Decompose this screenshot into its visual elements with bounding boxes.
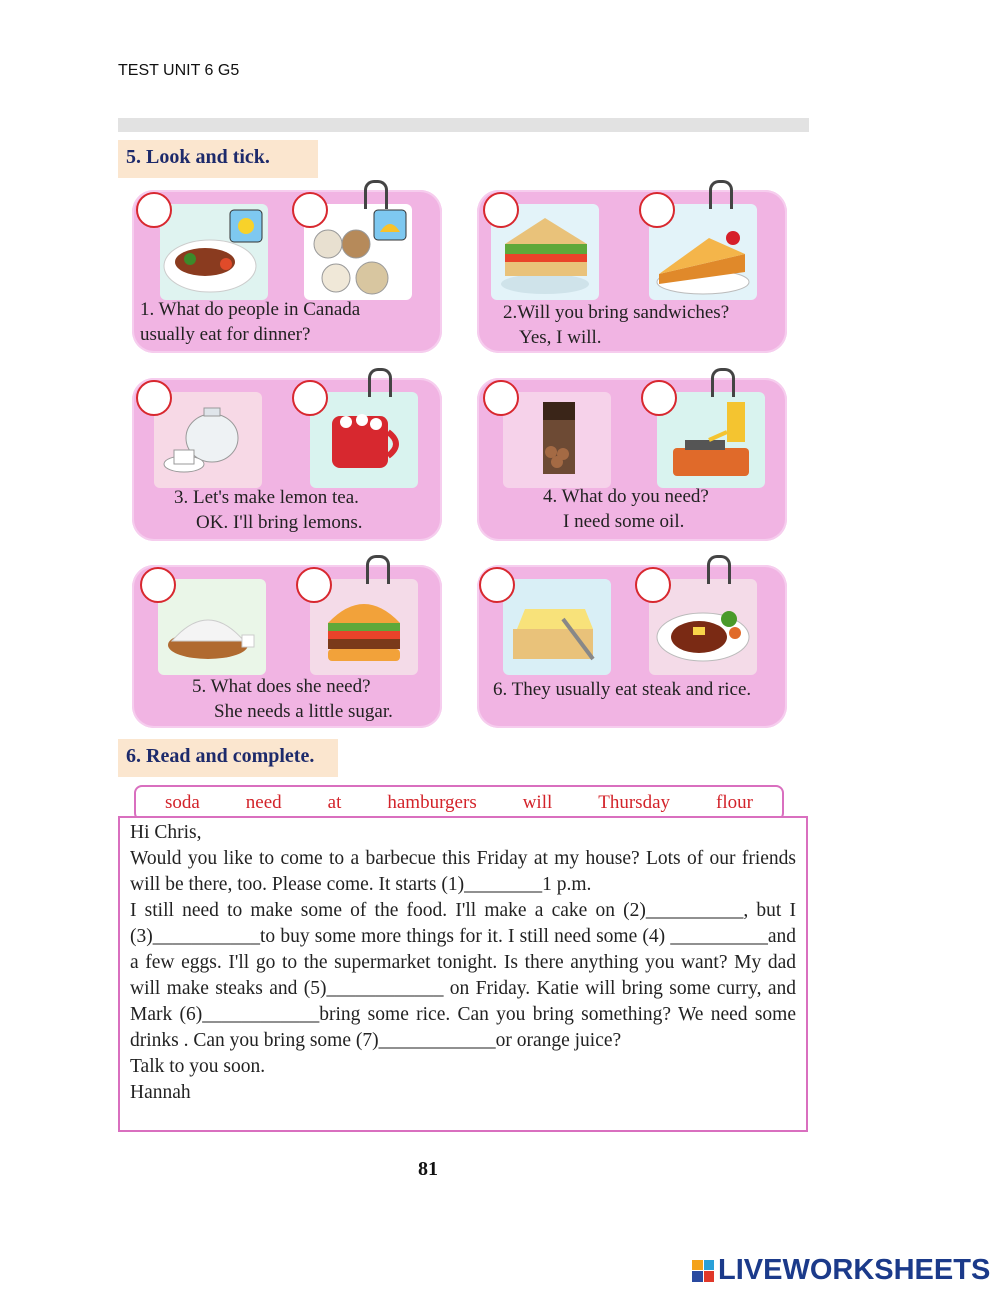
tick-circle-3b[interactable] — [292, 380, 328, 416]
hanger-icon — [711, 368, 735, 397]
letter-paragraph-2: I still need to make some of the food. I'll make a cake on (2)__________, but I (3)___________to buy some more things for it. I still need some (4) __________and a few eggs. I'll go to the supermarket tonight. Is there anything you want? My dad will make steaks and (5)____________ on Friday. Katie will bring some curry, and Mark (6)____________bring some rice. Can you bring something? We need some drinks . Can you bring some (7)____________or orange juice? — [130, 900, 796, 1051]
liveworksheets-logo-icon — [692, 1260, 714, 1282]
card-4-caption: 4. What do you need? I need some oil. — [543, 486, 709, 532]
tick-circle-2a[interactable] — [483, 192, 519, 228]
food-image-1a — [160, 204, 268, 300]
tick-circle-5a[interactable] — [140, 567, 176, 603]
section-5-title: 5. Look and tick. — [118, 140, 318, 178]
hanger-icon — [707, 555, 731, 584]
page-title: TEST UNIT 6 G5 — [118, 62, 240, 79]
card-2-caption: 2.Will you bring sandwiches? Yes, I will. — [503, 302, 730, 348]
card-6-caption: 6. They usually eat steak and rice. — [493, 679, 752, 700]
tick-circle-6a[interactable] — [479, 567, 515, 603]
food-image-4a — [503, 392, 611, 488]
card-2 — [477, 190, 787, 353]
food-image-3b — [310, 392, 418, 488]
hanger-icon — [709, 180, 733, 209]
tick-circle-3a[interactable] — [136, 380, 172, 416]
tick-circle-4a[interactable] — [483, 380, 519, 416]
top-divider — [118, 118, 809, 132]
tick-circle-5b[interactable] — [296, 567, 332, 603]
card-1 — [132, 190, 442, 353]
letter-closing: Talk to you soon. — [130, 1056, 266, 1077]
word-bank-item[interactable]: will — [522, 792, 553, 813]
tick-circle-1b[interactable] — [292, 192, 328, 228]
card-5-caption: 5. What does she need? She needs a little sugar. — [192, 676, 393, 722]
letter-text — [118, 816, 808, 1132]
word-bank-item[interactable]: hamburgers — [387, 792, 477, 813]
word-bank-item[interactable]: Thursday — [598, 792, 671, 813]
word-bank-item[interactable]: soda — [164, 792, 200, 813]
page-number: 81 — [418, 1158, 438, 1180]
tick-circle-2b[interactable] — [639, 192, 675, 228]
brand-text: LIVEWORKSHEETS — [718, 1254, 991, 1286]
hanger-icon — [364, 180, 388, 209]
hanger-icon — [366, 555, 390, 584]
food-image-5a — [158, 579, 266, 675]
card-5 — [132, 565, 442, 728]
liveworksheets-logo — [692, 1254, 990, 1287]
letter-paragraph-1: Would you like to come to a barbecue this Friday at my house? Lots of our friends will be there, too. Please come. It starts (1)________1 p.m. — [130, 848, 796, 895]
hanger-icon — [368, 368, 392, 397]
card-6 — [477, 565, 787, 728]
letter-greeting: Hi Chris, — [130, 822, 202, 843]
food-image-6a — [503, 579, 611, 675]
tick-circle-1a[interactable] — [136, 192, 172, 228]
card-3-caption: 3. Let's make lemon tea. OK. I'll bring lemons. — [174, 487, 363, 533]
card-4 — [477, 378, 787, 541]
word-bank-item[interactable]: need — [245, 792, 282, 813]
letter-signature: Hannah — [130, 1082, 191, 1103]
food-image-3a — [154, 392, 262, 488]
card-1-caption: 1. What do people in Canada usually eat for dinner? — [140, 299, 361, 345]
word-bank-item[interactable]: at — [327, 792, 342, 813]
section-6-title: 6. Read and complete. — [118, 739, 338, 777]
tick-circle-6b[interactable] — [635, 567, 671, 603]
card-3 — [132, 378, 442, 541]
word-bank-item[interactable]: flour — [716, 792, 753, 813]
tick-circle-4b[interactable] — [641, 380, 677, 416]
